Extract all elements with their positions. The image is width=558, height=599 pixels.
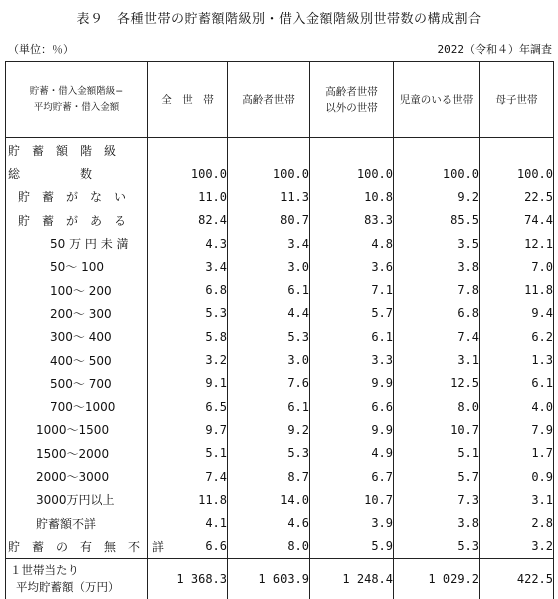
header-all-households: 全 世 帯	[148, 62, 228, 138]
value-cell: 3.8	[394, 511, 480, 534]
value-cell: 6.1	[480, 372, 554, 395]
unit-label: （単位：％）	[8, 41, 74, 57]
average-savings-row	[6, 559, 554, 599]
value-cell: 7.6	[228, 372, 310, 395]
row-label-text: 貯 蓄 が あ る	[6, 212, 126, 229]
value-cell: 9.4	[480, 302, 554, 325]
value-cell: 9.7	[148, 418, 228, 441]
value-cell: 5.1	[148, 442, 228, 465]
value-cell: 80.7	[228, 209, 310, 232]
value-cell: 100.0	[394, 162, 480, 185]
row-label-text: 2000～3000	[6, 468, 109, 485]
section-label	[6, 138, 148, 163]
row-label	[6, 372, 148, 395]
row-label-text: 200～ 300	[6, 305, 112, 322]
value-cell: 5.3	[228, 442, 310, 465]
table-row	[6, 255, 554, 278]
value-cell: 9.2	[228, 418, 310, 441]
header-category: 貯蓄・借入金額階級− 平均貯蓄・借入金額	[6, 62, 148, 138]
value-cell: 9.2	[394, 185, 480, 208]
table-row	[6, 465, 554, 488]
value-cell: 14.0	[228, 488, 310, 511]
value-cell: 100.0	[148, 162, 228, 185]
value-cell: 100.0	[480, 162, 554, 185]
row-label-text: 50 万 円 未 満	[6, 235, 129, 252]
value-cell: 0.9	[480, 465, 554, 488]
value-cell: 85.5	[394, 209, 480, 232]
value-cell: 82.4	[148, 209, 228, 232]
value-cell: 3.9	[310, 511, 394, 534]
value-cell: 100.0	[228, 162, 310, 185]
average-value-cell: 1 029.2	[394, 559, 480, 599]
value-cell: 4.6	[228, 511, 310, 534]
table-row	[6, 209, 554, 232]
value-cell: 8.0	[228, 535, 310, 559]
value-cell: 3.2	[148, 348, 228, 371]
value-cell: 6.2	[480, 325, 554, 348]
header-non-elderly-households: 高齢者世帯 以外の世帯	[310, 62, 394, 138]
section-row	[6, 138, 554, 163]
value-cell: 22.5	[480, 185, 554, 208]
value-cell: 3.5	[394, 232, 480, 255]
value-cell: 74.4	[480, 209, 554, 232]
section-label-text: 貯 蓄 額 階 級	[6, 142, 116, 159]
value-cell: 8.0	[394, 395, 480, 418]
header-single-mother-households: 母子世帯	[480, 62, 554, 138]
row-label-text: 3000万円以上	[6, 491, 115, 508]
average-value-cell: 1 368.3	[148, 559, 228, 599]
value-cell: 3.0	[228, 348, 310, 371]
header-households-with-children: 児童のいる世帯	[394, 62, 480, 138]
row-label	[6, 278, 148, 301]
value-cell: 4.3	[148, 232, 228, 255]
value-cell: 10.7	[310, 488, 394, 511]
value-cell: 10.8	[310, 185, 394, 208]
table-row	[6, 511, 554, 534]
value-cell: 4.8	[310, 232, 394, 255]
average-value-cell: 422.5	[480, 559, 554, 599]
table-row	[6, 418, 554, 441]
value-cell: 7.4	[394, 325, 480, 348]
table-title: 表９ 各種世帯の貯蓄額階級別・借入金額階級別世帯数の構成割合	[0, 8, 558, 27]
value-cell: 11.0	[148, 185, 228, 208]
section-cell	[148, 138, 228, 163]
table-row	[6, 535, 554, 559]
value-cell: 3.3	[310, 348, 394, 371]
value-cell: 4.0	[480, 395, 554, 418]
value-cell: 5.7	[310, 302, 394, 325]
row-label-text: 1000～1500	[6, 421, 109, 438]
value-cell: 9.1	[148, 372, 228, 395]
row-label	[6, 442, 148, 465]
row-label	[6, 511, 148, 534]
value-cell: 5.1	[394, 442, 480, 465]
value-cell: 8.7	[228, 465, 310, 488]
value-cell: 5.7	[394, 465, 480, 488]
value-cell: 7.8	[394, 278, 480, 301]
row-label	[6, 185, 148, 208]
value-cell: 11.3	[228, 185, 310, 208]
value-cell: 9.9	[310, 418, 394, 441]
row-label-text: 400～ 500	[6, 352, 112, 369]
average-value-cell: 1 603.9	[228, 559, 310, 599]
value-cell: 7.0	[480, 255, 554, 278]
value-cell: 3.6	[310, 255, 394, 278]
row-label	[6, 325, 148, 348]
value-cell: 5.3	[228, 325, 310, 348]
table-row	[6, 302, 554, 325]
average-label-line1: １世帯当たり	[6, 562, 147, 579]
value-cell: 6.8	[148, 278, 228, 301]
value-cell: 6.1	[228, 278, 310, 301]
value-cell: 12.5	[394, 372, 480, 395]
row-label-text: 総 数	[6, 165, 92, 182]
value-cell: 3.8	[394, 255, 480, 278]
value-cell: 6.1	[228, 395, 310, 418]
survey-year: 2022（令和４）年調査	[438, 41, 553, 57]
table-row	[6, 395, 554, 418]
value-cell: 1.7	[480, 442, 554, 465]
header-row	[6, 62, 554, 138]
row-label	[6, 255, 148, 278]
table-row	[6, 185, 554, 208]
value-cell: 7.1	[310, 278, 394, 301]
value-cell: 4.1	[148, 511, 228, 534]
value-cell: 3.1	[480, 488, 554, 511]
value-cell: 3.4	[148, 255, 228, 278]
value-cell: 5.3	[148, 302, 228, 325]
value-cell: 6.1	[310, 325, 394, 348]
table-row	[6, 278, 554, 301]
row-label	[6, 395, 148, 418]
value-cell: 100.0	[310, 162, 394, 185]
savings-distribution-table	[5, 61, 554, 599]
value-cell: 6.8	[394, 302, 480, 325]
value-cell: 7.4	[148, 465, 228, 488]
row-label	[6, 488, 148, 511]
row-label-text: 300～ 400	[6, 328, 112, 345]
average-value-cell: 1 248.4	[310, 559, 394, 599]
value-cell: 6.6	[148, 535, 228, 559]
value-cell: 5.3	[394, 535, 480, 559]
value-cell: 3.4	[228, 232, 310, 255]
table-row	[6, 162, 554, 185]
value-cell: 7.9	[480, 418, 554, 441]
row-label-text: 貯蓄額不詳	[6, 515, 96, 532]
table-body	[6, 138, 554, 599]
value-cell: 3.0	[228, 255, 310, 278]
value-cell: 3.2	[480, 535, 554, 559]
value-cell: 10.7	[394, 418, 480, 441]
table-row	[6, 232, 554, 255]
row-label	[6, 162, 148, 185]
row-label-text: 100～ 200	[6, 282, 112, 299]
section-cell	[480, 138, 554, 163]
value-cell: 5.9	[310, 535, 394, 559]
row-label-text: 貯 蓄 の 有 無 不 詳	[6, 538, 164, 555]
value-cell: 11.8	[148, 488, 228, 511]
value-cell: 7.3	[394, 488, 480, 511]
value-cell: 9.9	[310, 372, 394, 395]
row-label-text: 1500～2000	[6, 445, 109, 462]
value-cell: 1.3	[480, 348, 554, 371]
value-cell: 6.5	[148, 395, 228, 418]
header-elderly-households: 高齢者世帯	[228, 62, 310, 138]
average-savings-label	[6, 559, 148, 599]
section-cell	[228, 138, 310, 163]
value-cell: 4.4	[228, 302, 310, 325]
value-cell: 11.8	[480, 278, 554, 301]
row-label	[6, 418, 148, 441]
value-cell: 6.6	[310, 395, 394, 418]
table-row	[6, 488, 554, 511]
table-row	[6, 442, 554, 465]
value-cell: 3.1	[394, 348, 480, 371]
average-label-line2: 平均貯蓄額（万円）	[6, 579, 147, 596]
row-label	[6, 232, 148, 255]
value-cell: 2.8	[480, 511, 554, 534]
row-label	[6, 465, 148, 488]
row-label	[6, 209, 148, 232]
section-cell	[310, 138, 394, 163]
value-cell: 83.3	[310, 209, 394, 232]
table-row	[6, 325, 554, 348]
value-cell: 6.7	[310, 465, 394, 488]
row-label	[6, 535, 148, 559]
section-cell	[394, 138, 480, 163]
row-label	[6, 348, 148, 371]
value-cell: 5.8	[148, 325, 228, 348]
row-label-text: 50～ 100	[6, 258, 104, 275]
row-label	[6, 302, 148, 325]
table-row	[6, 372, 554, 395]
table-row	[6, 348, 554, 371]
value-cell: 12.1	[480, 232, 554, 255]
row-label-text: 貯 蓄 が な い	[6, 188, 126, 205]
row-label-text: 700～1000	[6, 398, 115, 415]
value-cell: 4.9	[310, 442, 394, 465]
row-label-text: 500～ 700	[6, 375, 112, 392]
